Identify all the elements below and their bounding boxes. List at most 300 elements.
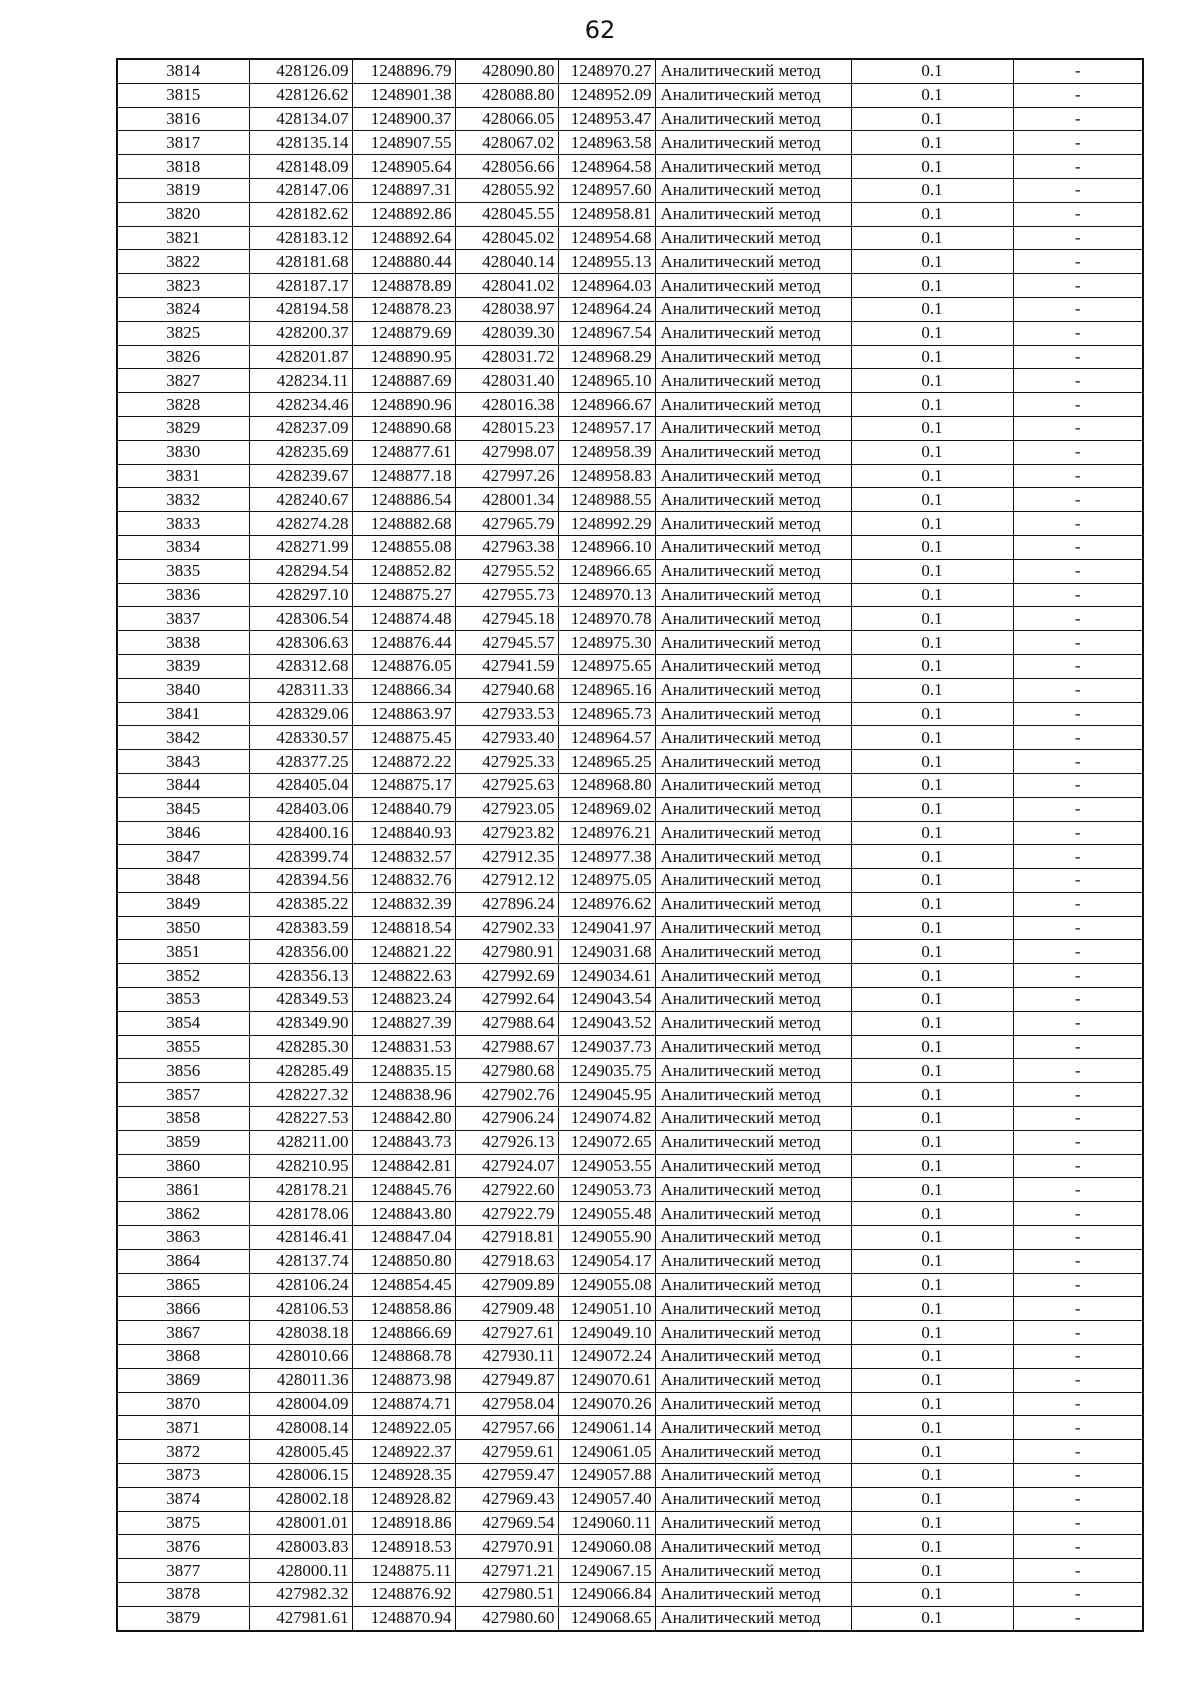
x2-cell: 427980.91 (455, 940, 558, 964)
y1-cell: 1248842.80 (352, 1107, 455, 1131)
point-number: 3838 (117, 631, 249, 655)
table-row (117, 1440, 1143, 1464)
method-cell: Аналитический метод (655, 1416, 851, 1440)
note-cell: - (1013, 59, 1143, 83)
accuracy-cell: 0.1 (851, 654, 1013, 678)
y1-cell: 1248868.78 (352, 1345, 455, 1369)
y2-cell: 1248964.03 (558, 274, 655, 298)
x1-cell: 428349.90 (249, 1011, 352, 1035)
note-cell: - (1013, 83, 1143, 107)
point-number: 3849 (117, 892, 249, 916)
y1-cell: 1248827.39 (352, 1011, 455, 1035)
table-row (117, 988, 1143, 1012)
x1-cell: 428211.00 (249, 1130, 352, 1154)
note-cell: - (1013, 155, 1143, 179)
x1-cell: 428235.69 (249, 440, 352, 464)
y2-cell: 1248964.57 (558, 726, 655, 750)
y2-cell: 1249055.08 (558, 1273, 655, 1297)
x2-cell: 428031.72 (455, 345, 558, 369)
method-cell: Аналитический метод (655, 1059, 851, 1083)
accuracy-cell: 0.1 (851, 1392, 1013, 1416)
accuracy-cell: 0.1 (851, 83, 1013, 107)
y2-cell: 1249060.11 (558, 1511, 655, 1535)
x1-cell: 428000.11 (249, 1559, 352, 1583)
table-row (117, 892, 1143, 916)
y2-cell: 1248952.09 (558, 83, 655, 107)
x1-cell: 428006.15 (249, 1464, 352, 1488)
x2-cell: 427992.69 (455, 964, 558, 988)
y2-cell: 1248957.60 (558, 178, 655, 202)
table-row (117, 345, 1143, 369)
point-number: 3839 (117, 654, 249, 678)
y2-cell: 1248966.67 (558, 393, 655, 417)
point-number: 3818 (117, 155, 249, 179)
y2-cell: 1249068.65 (558, 1606, 655, 1630)
table-row (117, 726, 1143, 750)
y2-cell: 1249074.82 (558, 1107, 655, 1131)
x2-cell: 428015.23 (455, 416, 558, 440)
table-row (117, 1297, 1143, 1321)
x1-cell: 428002.18 (249, 1487, 352, 1511)
accuracy-cell: 0.1 (851, 1011, 1013, 1035)
y2-cell: 1248967.54 (558, 321, 655, 345)
y2-cell: 1249055.48 (558, 1202, 655, 1226)
y2-cell: 1249067.15 (558, 1559, 655, 1583)
method-cell: Аналитический метод (655, 797, 851, 821)
x1-cell: 428178.21 (249, 1178, 352, 1202)
point-number: 3859 (117, 1130, 249, 1154)
x2-cell: 428088.80 (455, 83, 558, 107)
note-cell: - (1013, 1107, 1143, 1131)
method-cell: Аналитический метод (655, 1487, 851, 1511)
y2-cell: 1248965.73 (558, 702, 655, 726)
point-number: 3815 (117, 83, 249, 107)
accuracy-cell: 0.1 (851, 1083, 1013, 1107)
note-cell: - (1013, 1583, 1143, 1607)
method-cell: Аналитический метод (655, 297, 851, 321)
accuracy-cell: 0.1 (851, 678, 1013, 702)
x2-cell: 427922.60 (455, 1178, 558, 1202)
y2-cell: 1248965.25 (558, 750, 655, 774)
accuracy-cell: 0.1 (851, 297, 1013, 321)
table-body (117, 59, 1143, 1631)
y1-cell: 1248858.86 (352, 1297, 455, 1321)
method-cell: Аналитический метод (655, 1559, 851, 1583)
y2-cell: 1248965.16 (558, 678, 655, 702)
y1-cell: 1248918.86 (352, 1511, 455, 1535)
point-number: 3874 (117, 1487, 249, 1511)
table-row (117, 1202, 1143, 1226)
point-number: 3814 (117, 59, 249, 83)
note-cell: - (1013, 1035, 1143, 1059)
accuracy-cell: 0.1 (851, 1416, 1013, 1440)
y1-cell: 1248897.31 (352, 178, 455, 202)
note-cell: - (1013, 1130, 1143, 1154)
x1-cell: 428329.06 (249, 702, 352, 726)
accuracy-cell: 0.1 (851, 369, 1013, 393)
y1-cell: 1248863.97 (352, 702, 455, 726)
method-cell: Аналитический метод (655, 1606, 851, 1630)
y1-cell: 1248901.38 (352, 83, 455, 107)
note-cell: - (1013, 821, 1143, 845)
accuracy-cell: 0.1 (851, 535, 1013, 559)
y1-cell: 1248847.04 (352, 1226, 455, 1250)
page-number: 62 (584, 16, 616, 44)
point-number: 3821 (117, 226, 249, 250)
y1-cell: 1248821.22 (352, 940, 455, 964)
table-row (117, 107, 1143, 131)
y1-cell: 1248875.27 (352, 583, 455, 607)
method-cell: Аналитический метод (655, 821, 851, 845)
method-cell: Аналитический метод (655, 1154, 851, 1178)
table-row (117, 1130, 1143, 1154)
point-number: 3855 (117, 1035, 249, 1059)
y2-cell: 1248963.58 (558, 131, 655, 155)
y1-cell: 1248845.76 (352, 1178, 455, 1202)
y1-cell: 1248876.44 (352, 631, 455, 655)
table-row (117, 821, 1143, 845)
table-row (117, 393, 1143, 417)
y1-cell: 1248823.24 (352, 988, 455, 1012)
accuracy-cell: 0.1 (851, 1178, 1013, 1202)
x2-cell: 428090.80 (455, 59, 558, 83)
note-cell: - (1013, 1321, 1143, 1345)
x1-cell: 428135.14 (249, 131, 352, 155)
x1-cell: 428187.17 (249, 274, 352, 298)
table-row (117, 1321, 1143, 1345)
y2-cell: 1248988.55 (558, 488, 655, 512)
method-cell: Аналитический метод (655, 1440, 851, 1464)
y1-cell: 1248918.53 (352, 1535, 455, 1559)
table-row (117, 1226, 1143, 1250)
method-cell: Аналитический метод (655, 535, 851, 559)
x1-cell: 428001.01 (249, 1511, 352, 1535)
y1-cell: 1248878.23 (352, 297, 455, 321)
note-cell: - (1013, 369, 1143, 393)
note-cell: - (1013, 726, 1143, 750)
method-cell: Аналитический метод (655, 1464, 851, 1488)
y2-cell: 1248966.10 (558, 535, 655, 559)
table-row (117, 1535, 1143, 1559)
table-row (117, 773, 1143, 797)
note-cell: - (1013, 250, 1143, 274)
y1-cell: 1248876.05 (352, 654, 455, 678)
table-row (117, 297, 1143, 321)
table-row (117, 131, 1143, 155)
method-cell: Аналитический метод (655, 892, 851, 916)
y2-cell: 1248964.58 (558, 155, 655, 179)
y2-cell: 1249070.26 (558, 1392, 655, 1416)
y1-cell: 1248873.98 (352, 1368, 455, 1392)
note-cell: - (1013, 321, 1143, 345)
x2-cell: 427909.89 (455, 1273, 558, 1297)
x1-cell: 428385.22 (249, 892, 352, 916)
point-number: 3854 (117, 1011, 249, 1035)
note-cell: - (1013, 940, 1143, 964)
method-cell: Аналитический метод (655, 559, 851, 583)
method-cell: Аналитический метод (655, 678, 851, 702)
table-row (117, 1178, 1143, 1202)
x1-cell: 428106.24 (249, 1273, 352, 1297)
accuracy-cell: 0.1 (851, 1559, 1013, 1583)
x2-cell: 428016.38 (455, 393, 558, 417)
x1-cell: 428400.16 (249, 821, 352, 845)
method-cell: Аналитический метод (655, 1202, 851, 1226)
y1-cell: 1248832.39 (352, 892, 455, 916)
accuracy-cell: 0.1 (851, 1059, 1013, 1083)
x1-cell: 428106.53 (249, 1297, 352, 1321)
y1-cell: 1248890.68 (352, 416, 455, 440)
point-number: 3846 (117, 821, 249, 845)
accuracy-cell: 0.1 (851, 1154, 1013, 1178)
y1-cell: 1248887.69 (352, 369, 455, 393)
y2-cell: 1248970.78 (558, 607, 655, 631)
y2-cell: 1248964.24 (558, 297, 655, 321)
table-row (117, 1059, 1143, 1083)
y1-cell: 1248835.15 (352, 1059, 455, 1083)
x1-cell: 428227.53 (249, 1107, 352, 1131)
table-row (117, 1011, 1143, 1035)
note-cell: - (1013, 750, 1143, 774)
note-cell: - (1013, 1083, 1143, 1107)
point-number: 3841 (117, 702, 249, 726)
note-cell: - (1013, 607, 1143, 631)
y1-cell: 1248877.61 (352, 440, 455, 464)
x2-cell: 427923.05 (455, 797, 558, 821)
method-cell: Аналитический метод (655, 1297, 851, 1321)
x2-cell: 428038.97 (455, 297, 558, 321)
table-row (117, 750, 1143, 774)
y2-cell: 1248969.02 (558, 797, 655, 821)
table-row (117, 202, 1143, 226)
method-cell: Аналитический метод (655, 464, 851, 488)
x1-cell: 428004.09 (249, 1392, 352, 1416)
y1-cell: 1248892.86 (352, 202, 455, 226)
point-number: 3826 (117, 345, 249, 369)
method-cell: Аналитический метод (655, 345, 851, 369)
accuracy-cell: 0.1 (851, 59, 1013, 83)
note-cell: - (1013, 535, 1143, 559)
point-number: 3829 (117, 416, 249, 440)
note-cell: - (1013, 178, 1143, 202)
point-number: 3830 (117, 440, 249, 464)
accuracy-cell: 0.1 (851, 773, 1013, 797)
point-number: 3819 (117, 178, 249, 202)
accuracy-cell: 0.1 (851, 512, 1013, 536)
accuracy-cell: 0.1 (851, 107, 1013, 131)
point-number: 3856 (117, 1059, 249, 1083)
point-number: 3852 (117, 964, 249, 988)
accuracy-cell: 0.1 (851, 869, 1013, 893)
method-cell: Аналитический метод (655, 607, 851, 631)
accuracy-cell: 0.1 (851, 940, 1013, 964)
method-cell: Аналитический метод (655, 845, 851, 869)
point-number: 3827 (117, 369, 249, 393)
x2-cell: 427918.63 (455, 1249, 558, 1273)
x2-cell: 427958.04 (455, 1392, 558, 1416)
x2-cell: 428045.55 (455, 202, 558, 226)
table-row (117, 1606, 1143, 1630)
accuracy-cell: 0.1 (851, 1130, 1013, 1154)
y2-cell: 1249066.84 (558, 1583, 655, 1607)
x2-cell: 427918.81 (455, 1226, 558, 1250)
accuracy-cell: 0.1 (851, 1464, 1013, 1488)
y2-cell: 1248976.62 (558, 892, 655, 916)
x2-cell: 428045.02 (455, 226, 558, 250)
x2-cell: 427955.73 (455, 583, 558, 607)
accuracy-cell: 0.1 (851, 1107, 1013, 1131)
note-cell: - (1013, 631, 1143, 655)
point-number: 3870 (117, 1392, 249, 1416)
accuracy-cell: 0.1 (851, 274, 1013, 298)
x2-cell: 427940.68 (455, 678, 558, 702)
y2-cell: 1249072.65 (558, 1130, 655, 1154)
table-row (117, 631, 1143, 655)
x2-cell: 427926.13 (455, 1130, 558, 1154)
y1-cell: 1248877.18 (352, 464, 455, 488)
point-number: 3869 (117, 1368, 249, 1392)
method-cell: Аналитический метод (655, 1321, 851, 1345)
method-cell: Аналитический метод (655, 773, 851, 797)
y2-cell: 1248958.83 (558, 464, 655, 488)
note-cell: - (1013, 559, 1143, 583)
y1-cell: 1248882.68 (352, 512, 455, 536)
method-cell: Аналитический метод (655, 869, 851, 893)
x2-cell: 428039.30 (455, 321, 558, 345)
point-number: 3861 (117, 1178, 249, 1202)
y1-cell: 1248832.76 (352, 869, 455, 893)
x2-cell: 427955.52 (455, 559, 558, 583)
note-cell: - (1013, 1559, 1143, 1583)
y1-cell: 1248874.48 (352, 607, 455, 631)
point-number: 3820 (117, 202, 249, 226)
note-cell: - (1013, 1416, 1143, 1440)
method-cell: Аналитический метод (655, 226, 851, 250)
note-cell: - (1013, 131, 1143, 155)
y2-cell: 1249054.17 (558, 1249, 655, 1273)
accuracy-cell: 0.1 (851, 797, 1013, 821)
y1-cell: 1248875.11 (352, 1559, 455, 1583)
note-cell: - (1013, 1487, 1143, 1511)
x1-cell: 428285.49 (249, 1059, 352, 1083)
point-number: 3851 (117, 940, 249, 964)
point-number: 3865 (117, 1273, 249, 1297)
x1-cell: 428003.83 (249, 1535, 352, 1559)
x1-cell: 428311.33 (249, 678, 352, 702)
x2-cell: 427912.35 (455, 845, 558, 869)
method-cell: Аналитический метод (655, 1535, 851, 1559)
y2-cell: 1249053.73 (558, 1178, 655, 1202)
note-cell: - (1013, 1178, 1143, 1202)
y2-cell: 1248968.29 (558, 345, 655, 369)
note-cell: - (1013, 964, 1143, 988)
point-number: 3879 (117, 1606, 249, 1630)
point-number: 3872 (117, 1440, 249, 1464)
method-cell: Аналитический метод (655, 440, 851, 464)
point-number: 3834 (117, 535, 249, 559)
method-cell: Аналитический метод (655, 1368, 851, 1392)
accuracy-cell: 0.1 (851, 702, 1013, 726)
x2-cell: 427949.87 (455, 1368, 558, 1392)
x2-cell: 427963.38 (455, 535, 558, 559)
y2-cell: 1249037.73 (558, 1035, 655, 1059)
x2-cell: 427902.76 (455, 1083, 558, 1107)
note-cell: - (1013, 440, 1143, 464)
table-row (117, 1107, 1143, 1131)
accuracy-cell: 0.1 (851, 631, 1013, 655)
y2-cell: 1248957.17 (558, 416, 655, 440)
table-row (117, 535, 1143, 559)
table-row (117, 59, 1143, 83)
point-number: 3832 (117, 488, 249, 512)
method-cell: Аналитический метод (655, 750, 851, 774)
coordinates-table (116, 58, 1144, 1632)
point-number: 3864 (117, 1249, 249, 1273)
x1-cell: 428200.37 (249, 321, 352, 345)
x2-cell: 428067.02 (455, 131, 558, 155)
x1-cell: 428240.67 (249, 488, 352, 512)
y1-cell: 1248875.45 (352, 726, 455, 750)
point-number: 3836 (117, 583, 249, 607)
y1-cell: 1248832.57 (352, 845, 455, 869)
note-cell: - (1013, 892, 1143, 916)
y1-cell: 1248831.53 (352, 1035, 455, 1059)
method-cell: Аналитический метод (655, 631, 851, 655)
table-row (117, 1416, 1143, 1440)
table-row (117, 702, 1143, 726)
y2-cell: 1249057.88 (558, 1464, 655, 1488)
note-cell: - (1013, 1345, 1143, 1369)
x1-cell: 428239.67 (249, 464, 352, 488)
x1-cell: 428274.28 (249, 512, 352, 536)
note-cell: - (1013, 773, 1143, 797)
x1-cell: 428383.59 (249, 916, 352, 940)
accuracy-cell: 0.1 (851, 821, 1013, 845)
x2-cell: 428001.34 (455, 488, 558, 512)
y2-cell: 1248975.65 (558, 654, 655, 678)
x1-cell: 428356.00 (249, 940, 352, 964)
table-row (117, 440, 1143, 464)
table-row (117, 1273, 1143, 1297)
x2-cell: 427980.68 (455, 1059, 558, 1083)
table-row (117, 845, 1143, 869)
point-number: 3875 (117, 1511, 249, 1535)
x1-cell: 428181.68 (249, 250, 352, 274)
accuracy-cell: 0.1 (851, 202, 1013, 226)
table-row (117, 654, 1143, 678)
table-row (117, 416, 1143, 440)
y1-cell: 1248840.93 (352, 821, 455, 845)
y1-cell: 1248866.34 (352, 678, 455, 702)
point-number: 3877 (117, 1559, 249, 1583)
y1-cell: 1248896.79 (352, 59, 455, 83)
method-cell: Аналитический метод (655, 940, 851, 964)
method-cell: Аналитический метод (655, 1083, 851, 1107)
x1-cell: 428297.10 (249, 583, 352, 607)
table-row (117, 583, 1143, 607)
note-cell: - (1013, 988, 1143, 1012)
method-cell: Аналитический метод (655, 155, 851, 179)
point-number: 3873 (117, 1464, 249, 1488)
method-cell: Аналитический метод (655, 202, 851, 226)
accuracy-cell: 0.1 (851, 1035, 1013, 1059)
x2-cell: 427927.61 (455, 1321, 558, 1345)
table-row (117, 1083, 1143, 1107)
y2-cell: 1248992.29 (558, 512, 655, 536)
accuracy-cell: 0.1 (851, 1511, 1013, 1535)
y2-cell: 1249061.05 (558, 1440, 655, 1464)
accuracy-cell: 0.1 (851, 226, 1013, 250)
